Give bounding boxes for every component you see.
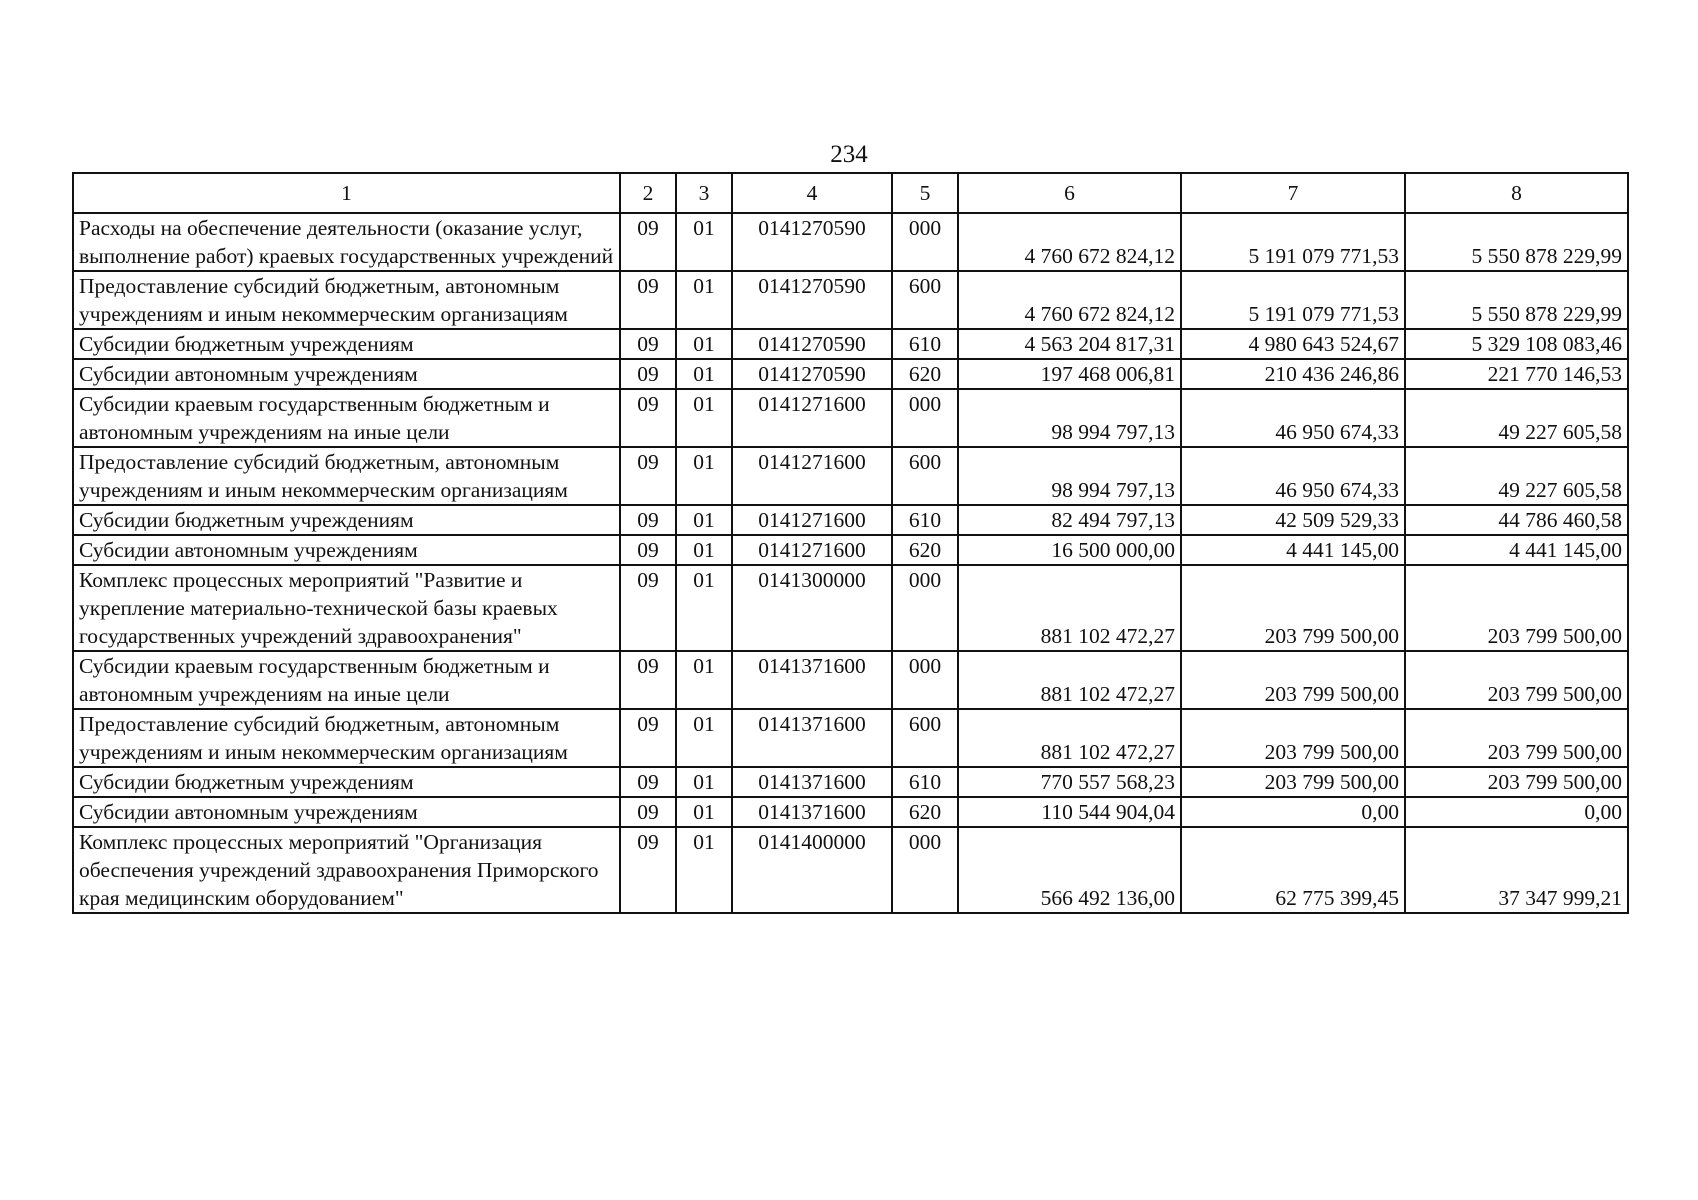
amount-cell-6: 16 500 000,00 [958,535,1181,565]
target-article-cell: 0141270590 [732,271,892,329]
amount-cell-7: 62 775 399,45 [1181,827,1405,913]
table-body [73,173,1628,913]
subsection-code-cell: 01 [676,651,732,709]
subsection-code-cell: 01 [676,329,732,359]
subsection-code-cell: 01 [676,447,732,505]
table-row [73,565,1628,651]
target-article-cell: 0141271600 [732,447,892,505]
expense-type-cell: 000 [892,827,958,913]
amount-cell-6: 82 494 797,13 [958,505,1181,535]
amount-cell-8: 5 329 108 083,46 [1405,329,1628,359]
subsection-code-cell: 01 [676,535,732,565]
amount-cell-6: 4 563 204 817,31 [958,329,1181,359]
table-row [73,767,1628,797]
row-name-cell: Комплекс процессных мероприятий "Организация обеспечения учреждений здравоохранения Приморского края медицинским оборудованием" [73,827,620,913]
column-header: 7 [1181,173,1405,213]
row-name-cell: Субсидии бюджетным учреждениям [73,329,620,359]
row-name-cell: Комплекс процессных мероприятий "Развитие и укрепление материально-технической базы краевых государственных учреждений здравоохранения" [73,565,620,651]
subsection-code-cell: 01 [676,389,732,447]
amount-cell-7: 46 950 674,33 [1181,389,1405,447]
column-header: 5 [892,173,958,213]
table-row [73,447,1628,505]
column-header: 8 [1405,173,1628,213]
table-header-row [73,173,1628,213]
subsection-code-cell: 01 [676,505,732,535]
amount-cell-8: 49 227 605,58 [1405,389,1628,447]
table-row [73,359,1628,389]
table-row [73,709,1628,767]
amount-cell-6: 881 102 472,27 [958,651,1181,709]
subsection-code-cell: 01 [676,565,732,651]
amount-cell-7: 4 980 643 524,67 [1181,329,1405,359]
amount-cell-7: 42 509 529,33 [1181,505,1405,535]
section-code-cell: 09 [620,565,676,651]
amount-cell-6: 770 557 568,23 [958,767,1181,797]
amount-cell-7: 203 799 500,00 [1181,565,1405,651]
target-article-cell: 0141371600 [732,797,892,827]
amount-cell-7: 210 436 246,86 [1181,359,1405,389]
section-code-cell: 09 [620,767,676,797]
section-code-cell: 09 [620,359,676,389]
expense-type-cell: 600 [892,447,958,505]
target-article-cell: 0141271600 [732,535,892,565]
amount-cell-6: 98 994 797,13 [958,447,1181,505]
section-code-cell: 09 [620,329,676,359]
table-row [73,535,1628,565]
expense-type-cell: 600 [892,709,958,767]
subsection-code-cell: 01 [676,797,732,827]
target-article-cell: 0141270590 [732,213,892,271]
amount-cell-8: 203 799 500,00 [1405,651,1628,709]
column-header: 3 [676,173,732,213]
expense-type-cell: 620 [892,359,958,389]
expense-type-cell: 000 [892,213,958,271]
target-article-cell: 0141371600 [732,767,892,797]
expense-type-cell: 610 [892,329,958,359]
section-code-cell: 09 [620,827,676,913]
row-name-cell: Субсидии автономным учреждениям [73,535,620,565]
page-number: 234 [830,141,868,168]
section-code-cell: 09 [620,389,676,447]
target-article-cell: 0141371600 [732,651,892,709]
amount-cell-6: 98 994 797,13 [958,389,1181,447]
subsection-code-cell: 01 [676,359,732,389]
amount-cell-7: 5 191 079 771,53 [1181,271,1405,329]
section-code-cell: 09 [620,505,676,535]
table-row [73,329,1628,359]
amount-cell-7: 5 191 079 771,53 [1181,213,1405,271]
amount-cell-6: 197 468 006,81 [958,359,1181,389]
target-article-cell: 0141371600 [732,709,892,767]
amount-cell-8: 4 441 145,00 [1405,535,1628,565]
table-row [73,651,1628,709]
section-code-cell: 09 [620,651,676,709]
row-name-cell: Предоставление субсидий бюджетным, автономным учреждениям и иным некоммерческим организациям [73,447,620,505]
amount-cell-6: 881 102 472,27 [958,565,1181,651]
row-name-cell: Субсидии автономным учреждениям [73,359,620,389]
budget-table [72,172,1629,914]
subsection-code-cell: 01 [676,767,732,797]
expense-type-cell: 620 [892,535,958,565]
table-row [73,505,1628,535]
amount-cell-8: 49 227 605,58 [1405,447,1628,505]
expense-type-cell: 000 [892,651,958,709]
amount-cell-8: 0,00 [1405,797,1628,827]
section-code-cell: 09 [620,535,676,565]
table-row [73,271,1628,329]
section-code-cell: 09 [620,271,676,329]
section-code-cell: 09 [620,213,676,271]
subsection-code-cell: 01 [676,709,732,767]
subsection-code-cell: 01 [676,213,732,271]
expense-type-cell: 000 [892,389,958,447]
expense-type-cell: 610 [892,505,958,535]
amount-cell-6: 881 102 472,27 [958,709,1181,767]
target-article-cell: 0141271600 [732,389,892,447]
row-name-cell: Предоставление субсидий бюджетным, автономным учреждениям и иным некоммерческим организациям [73,271,620,329]
amount-cell-6: 4 760 672 824,12 [958,213,1181,271]
amount-cell-6: 110 544 904,04 [958,797,1181,827]
amount-cell-8: 203 799 500,00 [1405,565,1628,651]
target-article-cell: 0141270590 [732,329,892,359]
table-row [73,827,1628,913]
column-header: 6 [958,173,1181,213]
amount-cell-8: 5 550 878 229,99 [1405,271,1628,329]
row-name-cell: Субсидии краевым государственным бюджетным и автономным учреждениям на иные цели [73,651,620,709]
row-name-cell: Субсидии бюджетным учреждениям [73,505,620,535]
section-code-cell: 09 [620,797,676,827]
amount-cell-8: 203 799 500,00 [1405,709,1628,767]
amount-cell-8: 5 550 878 229,99 [1405,213,1628,271]
column-header: 2 [620,173,676,213]
amount-cell-8: 203 799 500,00 [1405,767,1628,797]
amount-cell-7: 46 950 674,33 [1181,447,1405,505]
amount-cell-7: 203 799 500,00 [1181,709,1405,767]
target-article-cell: 0141300000 [732,565,892,651]
amount-cell-7: 0,00 [1181,797,1405,827]
row-name-cell: Субсидии автономным учреждениям [73,797,620,827]
subsection-code-cell: 01 [676,827,732,913]
expense-type-cell: 000 [892,565,958,651]
table-row [73,213,1628,271]
row-name-cell: Субсидии бюджетным учреждениям [73,767,620,797]
subsection-code-cell: 01 [676,271,732,329]
section-code-cell: 09 [620,709,676,767]
expense-type-cell: 620 [892,797,958,827]
row-name-cell: Предоставление субсидий бюджетным, автономным учреждениям и иным некоммерческим организациям [73,709,620,767]
target-article-cell: 0141271600 [732,505,892,535]
table-row [73,797,1628,827]
amount-cell-7: 203 799 500,00 [1181,651,1405,709]
amount-cell-8: 44 786 460,58 [1405,505,1628,535]
row-name-cell: Субсидии краевым государственным бюджетным и автономным учреждениям на иные цели [73,389,620,447]
column-header: 4 [732,173,892,213]
amount-cell-8: 37 347 999,21 [1405,827,1628,913]
expense-type-cell: 600 [892,271,958,329]
column-header: 1 [73,173,620,213]
amount-cell-6: 566 492 136,00 [958,827,1181,913]
expense-type-cell: 610 [892,767,958,797]
amount-cell-7: 203 799 500,00 [1181,767,1405,797]
row-name-cell: Расходы на обеспечение деятельности (оказание услуг, выполнение работ) краевых государственных учреждений [73,213,620,271]
amount-cell-6: 4 760 672 824,12 [958,271,1181,329]
section-code-cell: 09 [620,447,676,505]
target-article-cell: 0141270590 [732,359,892,389]
amount-cell-8: 221 770 146,53 [1405,359,1628,389]
amount-cell-7: 4 441 145,00 [1181,535,1405,565]
table-row [73,389,1628,447]
target-article-cell: 0141400000 [732,827,892,913]
